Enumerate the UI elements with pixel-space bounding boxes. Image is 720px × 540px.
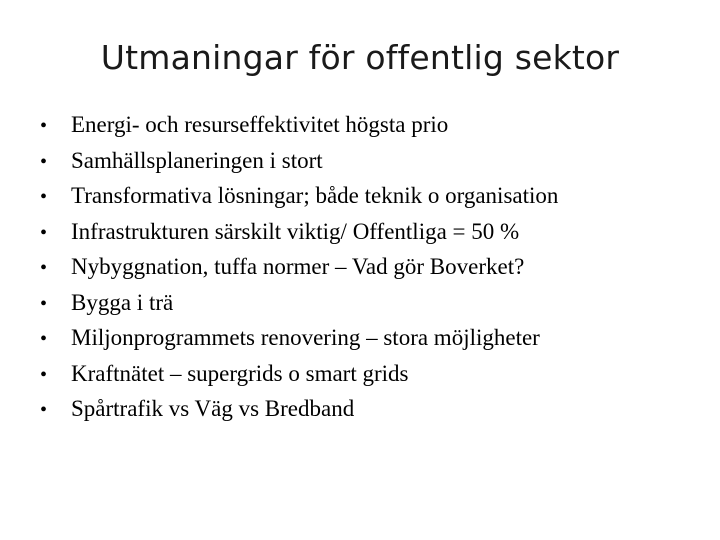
bullet-text: Samhällsplaneringen i stort — [71, 147, 323, 173]
bullet-icon: • — [40, 186, 48, 208]
slide-title: Utmaningar för offentlig sektor — [100, 38, 620, 77]
bullet-text: Transformativa lösningar; både teknik o organisation — [71, 183, 559, 208]
bullet-item — [40, 148, 558, 184]
bullet-icon: • — [40, 292, 48, 315]
bullet-icon: • — [40, 399, 48, 421]
bullet-icon: • — [40, 363, 48, 386]
bullet-text: Bygga i trä — [71, 289, 174, 315]
bullet-text: Infrastrukturen särskilt viktig/ Offentliga = 50 % — [71, 218, 520, 244]
bullet-item — [40, 112, 558, 148]
bullet-list — [40, 112, 558, 432]
bullet-text: Kraftnätet – supergrids o smart grids — [71, 360, 409, 386]
bullet-icon: • — [40, 115, 48, 137]
bullet-icon: • — [40, 257, 48, 279]
bullet-item — [40, 396, 558, 432]
bullet-item — [40, 290, 558, 326]
bullet-item — [40, 219, 558, 255]
bullet-item — [40, 361, 558, 397]
bullet-item — [40, 254, 558, 290]
bullet-text: Miljonprogrammets renovering – stora möjligheter — [71, 325, 540, 350]
bullet-icon: • — [40, 221, 48, 244]
bullet-text: Energi- och resurseffektivitet högsta prio — [71, 112, 449, 137]
bullet-item — [40, 183, 558, 219]
bullet-text: Nybyggnation, tuffa normer – Vad gör Boverket? — [71, 254, 525, 279]
bullet-icon: • — [40, 328, 48, 350]
bullet-text: Spårtrafik vs Väg vs Bredband — [71, 396, 355, 421]
bullet-icon: • — [40, 150, 48, 173]
bullet-item — [40, 325, 558, 361]
